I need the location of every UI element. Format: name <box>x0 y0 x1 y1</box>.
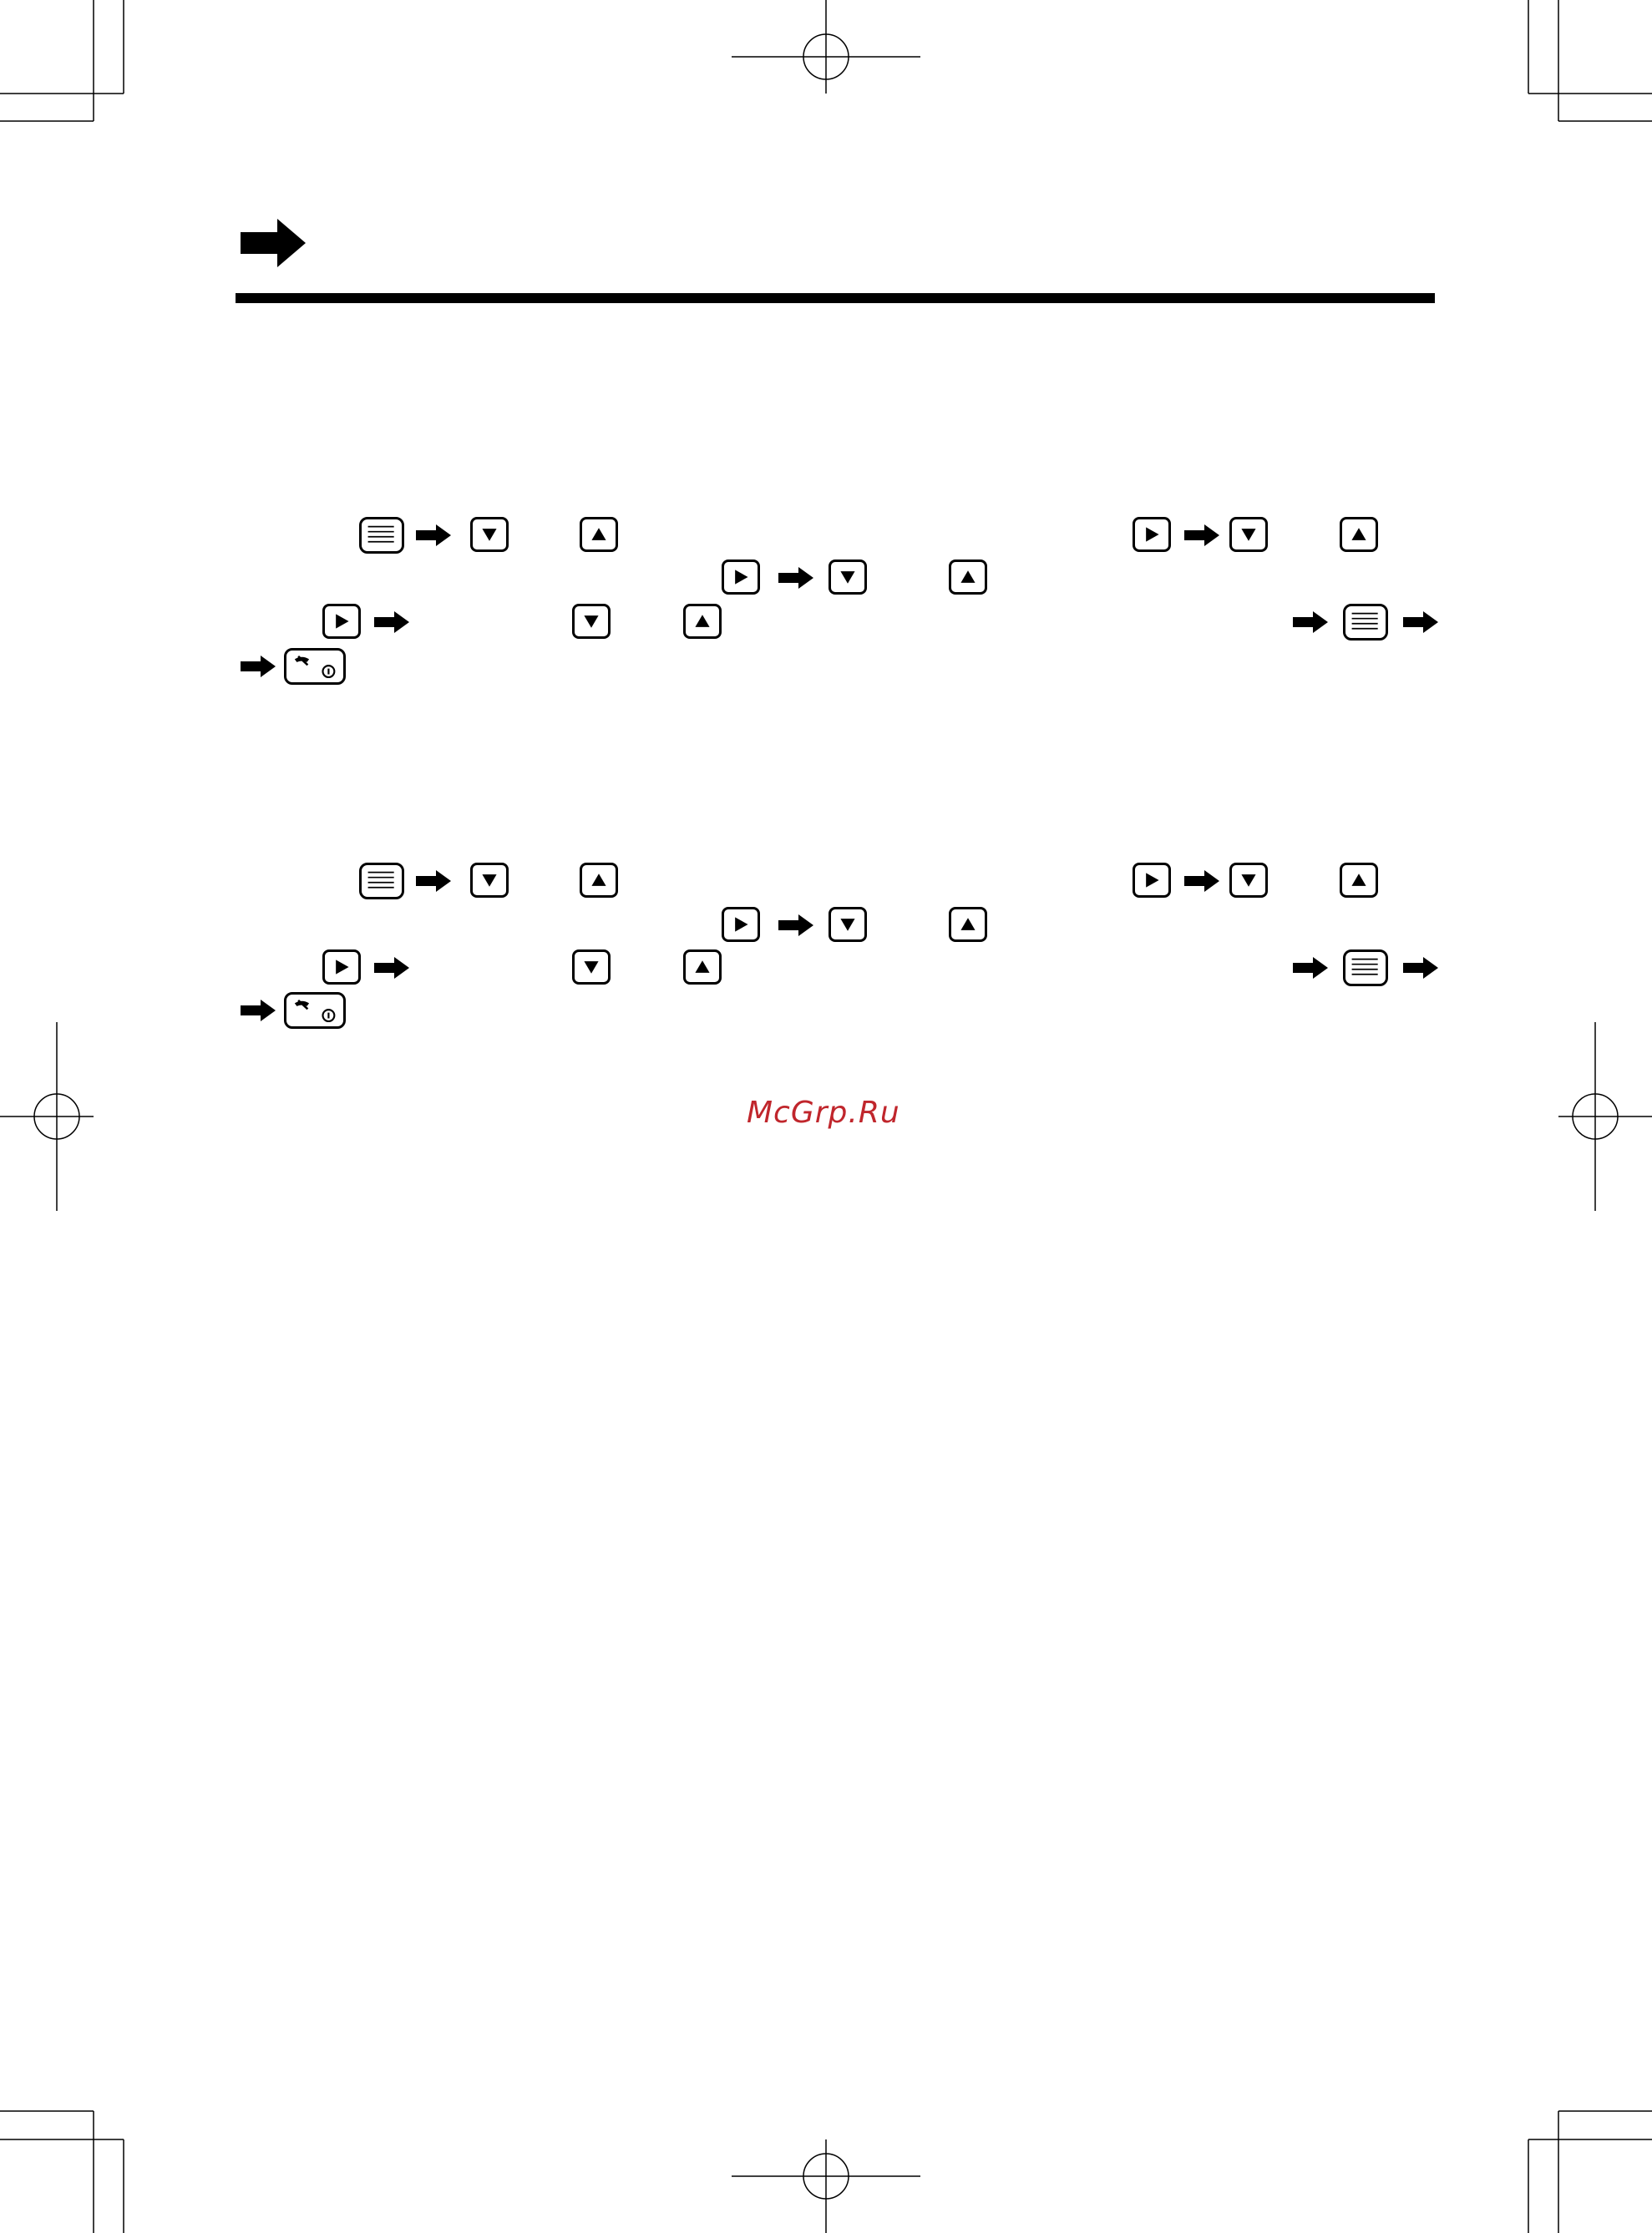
up-key-icon <box>580 863 618 898</box>
right-key-icon <box>722 560 760 595</box>
flow-arrow-icon <box>374 611 409 633</box>
flow-arrow-icon <box>778 914 813 936</box>
flow-arrow-icon <box>1293 611 1328 633</box>
flow-arrow-icon <box>374 957 409 979</box>
flow-arrow-icon <box>1184 870 1219 892</box>
menu-key-icon <box>359 863 404 899</box>
right-arrow-icon <box>241 219 306 267</box>
off-hook-key-icon <box>284 992 346 1029</box>
flow-arrow-icon <box>241 656 276 677</box>
flow-arrow-icon <box>1403 957 1438 979</box>
down-key-icon <box>829 907 867 942</box>
down-key-icon <box>572 949 611 985</box>
down-key-icon <box>829 560 867 595</box>
up-key-icon <box>683 949 722 985</box>
down-key-icon <box>470 863 509 898</box>
right-key-icon <box>1133 863 1171 898</box>
menu-key-icon <box>1343 604 1388 641</box>
up-key-icon <box>683 604 722 639</box>
menu-key-icon <box>359 517 404 554</box>
flow-arrow-icon <box>778 567 813 589</box>
down-key-icon <box>1229 517 1268 552</box>
section-rule <box>236 293 1435 303</box>
flow-arrow-icon <box>241 1000 276 1021</box>
off-hook-key-icon <box>284 648 346 685</box>
right-key-icon <box>322 604 361 639</box>
down-key-icon <box>470 517 509 552</box>
up-key-icon <box>949 907 987 942</box>
up-key-icon <box>580 517 618 552</box>
down-key-icon <box>1229 863 1268 898</box>
right-key-icon <box>722 907 760 942</box>
right-key-icon <box>1133 517 1171 552</box>
right-key-icon <box>322 949 361 985</box>
watermark: McGrp.Ru <box>747 1096 900 1130</box>
flow-arrow-icon <box>1184 524 1219 546</box>
up-key-icon <box>1340 517 1378 552</box>
flow-arrow-icon <box>416 870 451 892</box>
up-key-icon <box>949 560 987 595</box>
down-key-icon <box>572 604 611 639</box>
up-key-icon <box>1340 863 1378 898</box>
flow-arrow-icon <box>1403 611 1438 633</box>
flow-arrow-icon <box>416 524 451 546</box>
menu-key-icon <box>1343 949 1388 986</box>
flow-arrow-icon <box>1293 957 1328 979</box>
